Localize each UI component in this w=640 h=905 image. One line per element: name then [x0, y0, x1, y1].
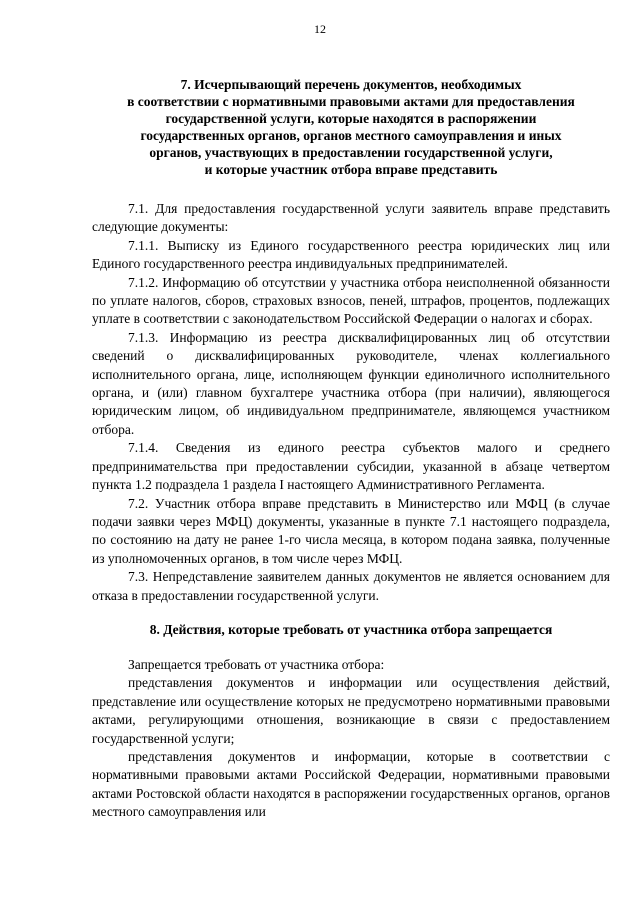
spacer	[92, 605, 610, 621]
paragraph-7-3: 7.3. Непредставление заявителем данных документов не является основанием для отказа в предоставлении государственной услуги.	[92, 569, 610, 603]
section-7-heading-line: органов, участвующих в предоставлении государственной услуги,	[149, 145, 553, 160]
document-body	[92, 76, 610, 822]
paragraph-8-intro: Запрещается требовать от участника отбора:	[128, 656, 385, 672]
page-number: 12	[314, 22, 326, 36]
paragraph-8-item: представления документов и информации, которые в соответствии с нормативными правовыми актами Российской Федерации, нормативными правовыми актами Ростовской области находятся в распоряжении государственных органов, органов местного самоуправления или	[92, 748, 610, 820]
section-7-heading-line: государственной услуги, которые находятся в распоряжении	[165, 111, 537, 126]
section-7-heading	[92, 76, 610, 178]
paragraph-7-1-4: 7.1.4. Сведения из единого реестра субъектов малого и среднего предпринимательства при предоставлении субсидии, указанной в абзаце четвертом пункта 1.2 подраздела 1 раздела I настоящего Административного Регламента.	[92, 440, 610, 493]
spacer	[92, 638, 610, 656]
section-8-heading: 8. Действия, которые требовать от участника отбора запрещается	[149, 621, 553, 637]
section-7-heading-line: в соответствии с нормативными правовыми актами для предоставления	[127, 94, 575, 109]
paragraph-7-1-2: 7.1.2. Информацию об отсутствии у участника отбора неисполненной обязанности по уплате налогов, сборов, страховых взносов, пеней, штрафов, процентов, подлежащих уплате в соответствии с законодательством Российской Федерации о налогах и сборах.	[92, 274, 610, 327]
paragraph-7-1-3: 7.1.3. Информацию из реестра дисквалифицированных лиц об отсутствии сведений о дисквалифицированных руководителе, членах коллегиального исполнительного органа, лице, исполняющем функции единоличного исполнительного органа, и (или) главном бухгалтере участника отбора (при наличии), являющегося юридическим лицом, об индивидуальном предпринимателе, являющемся участником отбора.	[92, 329, 610, 437]
paragraph-7-1: 7.1. Для предоставления государственной услуги заявитель вправе представить следующие документы:	[92, 201, 610, 235]
section-7-heading-line: государственных органов, органов местного самоуправления и иных	[140, 128, 562, 143]
paragraph-8-item: представления документов и информации или осуществления действий, представление или осуществление которых не предусмотрено нормативными правовыми актами, регулирующими отношения, возникающие в связи с предоставлением государственной услуги;	[92, 675, 610, 746]
paragraph-7-1-1: 7.1.1. Выписку из Единого государственного реестра юридических лиц или Единого государственного реестра индивидуальных предпринимателей.	[92, 237, 610, 272]
paragraph-7-2: 7.2. Участник отбора вправе представить в Министерство или МФЦ (в случае подачи заявки через МФЦ) документы, указанные в пункте 7.1 настоящего подраздела, по состоянию на дату не ранее 1-го числа месяца, в котором подана заявка, полученные из уполномоченных органов, в том числе через МФЦ.	[92, 495, 610, 566]
section-7-heading-line: и которые участник отбора вправе представить	[204, 162, 498, 177]
spacer	[92, 178, 610, 200]
section-7-heading-line: 7. Исчерпывающий перечень документов, необходимых	[180, 77, 522, 92]
